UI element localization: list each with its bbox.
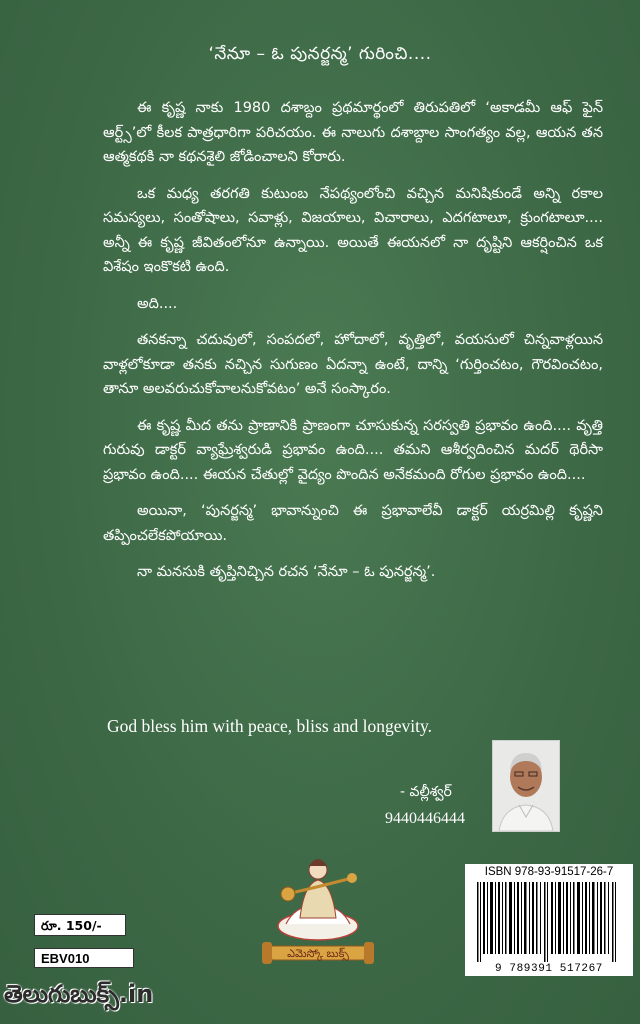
- paragraph: నా మనసుకి తృప్తినిచ్చిన రచన ‘నేనూ – ఓ పునర్జన్మ’.: [137, 564, 436, 580]
- paragraph: అయినా, ‘పునర్జన్మ’ భావాన్నుంచి ఈ ప్రభావాలేవీ డాక్టర్ యర్రమిల్లి కృష్ణని తప్పించలేకపోయాయి.: [103, 503, 603, 544]
- blurb-text: [103, 96, 603, 597]
- isbn-barcode: [465, 864, 633, 976]
- author-signature: - వల్లీశ్వర్: [400, 784, 452, 800]
- publisher-logo: [256, 834, 380, 970]
- publisher-name: ఎమెస్కో బుక్స్: [287, 947, 349, 960]
- paragraph: తనకన్నా చదువులో, సంపదలో, హోదాలో, వృత్తిలో, వయసులో చిన్నవాళ్లయిన వాళ్లలోకూడా తనకు నచ్చిన సుగుణం ఏదన్నా ఉంటే, దాన్ని ‘గుర్తించటం, గౌరవించటం, తానూ అలవరుచుకోవాలనుకోవటం’ అనే సంస్కారం.: [103, 332, 603, 397]
- phone-number: 9440446444: [385, 810, 465, 827]
- saraswati-emblem-icon: [256, 834, 380, 970]
- barcode-digits: 9 789391 517267: [494, 963, 604, 975]
- price-label: రూ. 150/-: [34, 914, 126, 936]
- site-watermark: తెలుగుబుక్స్.in: [4, 980, 154, 1008]
- book-code: EBV010: [34, 948, 134, 968]
- portrait-illustration: [493, 741, 559, 831]
- paragraph: ఈ కృష్ణ మీద తను ప్రాణానికి ప్రాణంగా చూసుకున్న సరస్వతి ప్రభావం ఉంది.... వృత్తి గురువు డాక్టర్ వ్యాఘ్రేశ్వరుడి ప్రభావం ఉంది.... తమని ఆశీర్వదించిన మదర్ థెరీసా ప్రభావం ఉంది.... ఈయన చేతుల్లో వైద్యం పొందిన అనేకమంది రోగుల ప్రభావం ఉంది....: [103, 417, 603, 483]
- barcode-bars-icon: [465, 864, 633, 976]
- isbn-label: ISBN 978-93-91517-26-7: [484, 866, 614, 878]
- english-blessing: God bless him with peace, bliss and longevity.: [107, 716, 432, 736]
- paragraph: ఒక మధ్య తరగతి కుటుంబ నేపథ్యంలోంచి వచ్చిన మనిషికుండే అన్ని రకాల సమస్యలు, సంతోషాలు, సవాళ్లు, విజయాలు, విచారాలు, ఎదగటాలూ, క్రుంగటాలూ.... అన్నీ ఈ కృష్ణ జీవితంలోనూ ఉన్నాయి. అయితే ఈయనలో నా దృష్టిని ఆకర్షించిన ఒక విశేషం ఇంకొకటి ఉంది.: [103, 185, 603, 275]
- author-photo: [492, 740, 560, 832]
- paragraph: అది....: [137, 295, 178, 312]
- section-title: ‘నేనూ – ఓ పునర్జన్మ’ గురించి....: [208, 44, 432, 64]
- paragraph: ఈ కృష్ణ నాకు 1980 దశాబ్దం ప్రథమార్థంలో తిరుపతిలో ‘అకాడమీ ఆఫ్ ఫైన్ ఆర్ట్స్’లో కీలక పాత్రధారిగా పరిచయం. ఈ నాలుగు దశాబ్దాల సాంగత్యం వల్ల, ఆయన తన ఆత్మకథకి నా కథనశైలి జోడించాలని కోరారు.: [103, 100, 603, 165]
